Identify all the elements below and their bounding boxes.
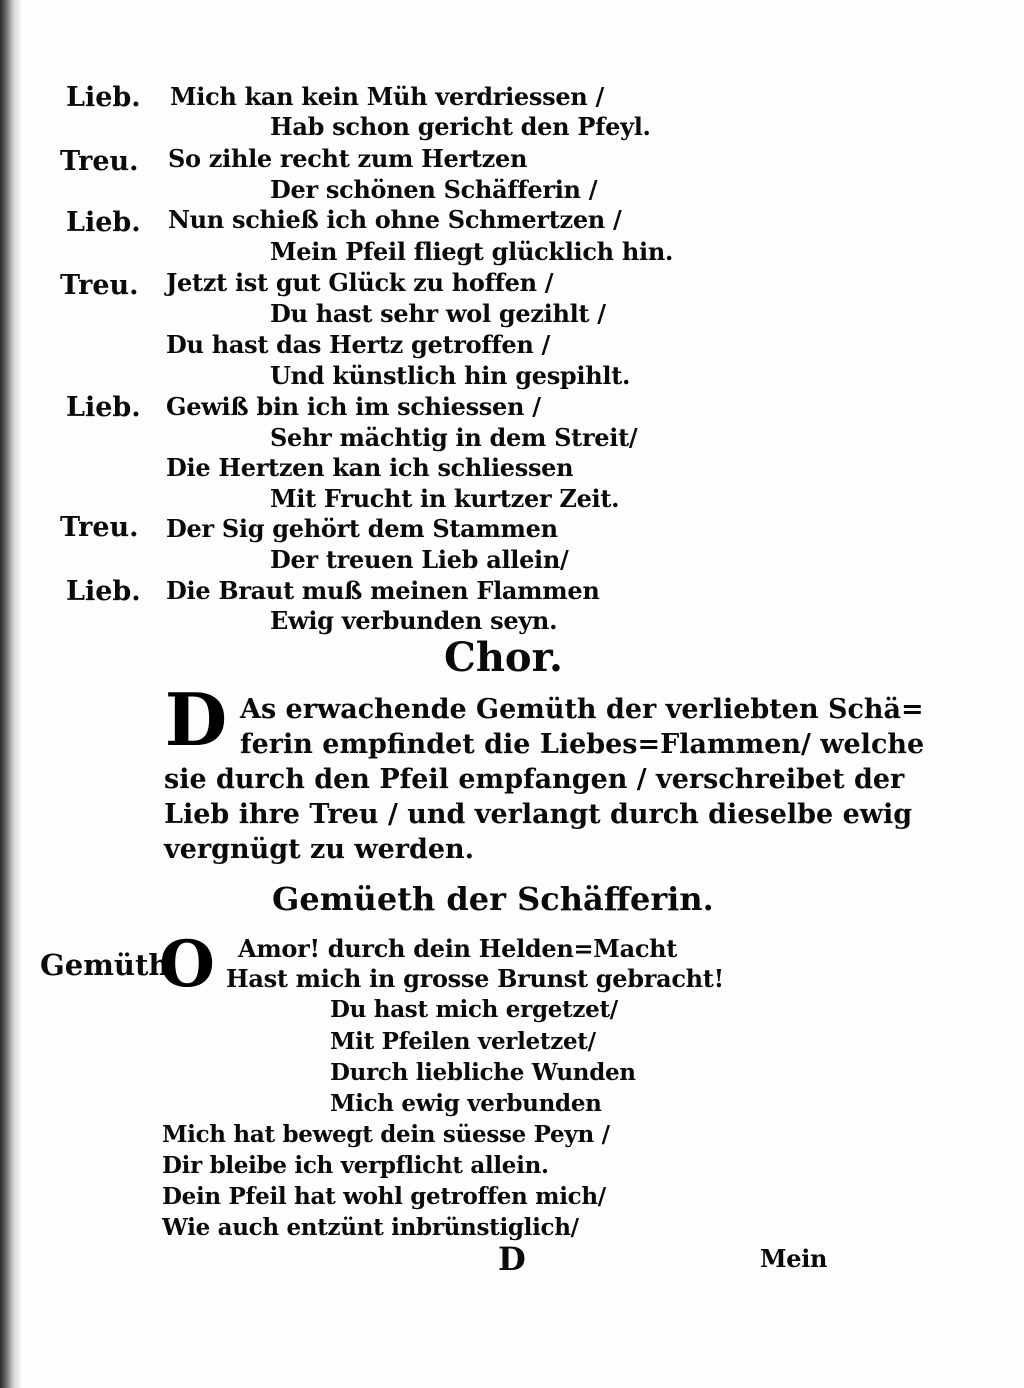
verse-line: Der Sig gehört dem Stammen (166, 514, 558, 543)
speaker-label: Lieb. (66, 392, 141, 423)
decorated-initial: O (159, 927, 215, 1002)
verse-line: Jetzt ist gut Glück zu hoffen / (166, 268, 554, 297)
verse-line: Mich ewig verbunden (330, 1090, 602, 1117)
verse-line: Mit Frucht in kurtzer Zeit. (270, 484, 620, 513)
verse-line: Dein Pfeil hat wohl getroffen mich/ (162, 1183, 606, 1210)
verse-line: Nun schieß ich ohne Schmertzen / (168, 205, 622, 234)
verse-line: Du hast sehr wol gezihlt / (270, 299, 606, 328)
verse-line: Und künstlich hin gespihlt. (270, 361, 631, 390)
verse-line: Sehr mächtig in dem Streit/ (270, 423, 638, 452)
speaker-label: Lieb. (66, 207, 141, 238)
prose-line: Lieb ihre Treu / und verlangt durch dieselbe ewig (164, 799, 913, 830)
catchword: Mein (760, 1244, 828, 1273)
gemueth-heading: Gemüeth der Schäfferin. (272, 880, 714, 918)
decorated-initial: D (164, 677, 228, 762)
speaker-label: Lieb. (66, 576, 141, 607)
verse-line: Mich kan kein Müh verdriessen / (170, 82, 604, 111)
verse-line: So zihle recht zum Hertzen (168, 144, 528, 173)
verse-line: Du hast mich ergetzet/ (330, 996, 618, 1023)
verse-line: Dir bleibe ich verpflicht allein. (162, 1152, 549, 1179)
verse-line: Mich hat bewegt dein süesse Peyn / (162, 1121, 610, 1148)
verse-line: Amor! durch dein Helden=Macht (238, 934, 678, 963)
speaker-label: Treu. (60, 146, 139, 177)
speaker-label: Lieb. (66, 82, 141, 113)
speaker-label: Treu. (60, 512, 139, 543)
prose-line: ferin empfindet die Liebes=Flammen/ welche (240, 729, 925, 760)
prose-line: As erwachende Gemüth der verliebten Schä= (240, 694, 924, 725)
verse-line: Du hast das Hertz getroffen / (166, 330, 551, 359)
chor-heading: Chor. (444, 634, 563, 681)
verse-line: Wie auch entzünt inbrünstiglich/ (162, 1214, 579, 1241)
verse-line: Hab schon gericht den Pfeyl. (270, 112, 651, 141)
signature-mark: D (498, 1240, 526, 1278)
verse-line: Hast mich in grosse Brunst gebracht! (226, 964, 724, 993)
verse-line: Ewig verbunden seyn. (270, 606, 558, 635)
verse-line: Die Braut muß meinen Flammen (166, 576, 600, 605)
verse-line: Die Hertzen kan ich schliessen (166, 453, 574, 482)
speaker-label: Gemüth (40, 948, 170, 982)
verse-line: Gewiß bin ich im schiessen / (166, 392, 541, 421)
page-edge-shadow (0, 0, 22, 1388)
verse-line: Der schönen Schäfferin / (270, 175, 598, 204)
verse-line: Mit Pfeilen verletzet/ (330, 1028, 596, 1055)
prose-line: sie durch den Pfeil empfangen / verschreibet der (164, 764, 905, 795)
verse-line: Der treuen Lieb allein/ (270, 545, 569, 574)
prose-line: vergnügt zu werden. (164, 834, 475, 865)
verse-line: Durch liebliche Wunden (330, 1059, 636, 1086)
verse-line: Mein Pfeil fliegt glücklich hin. (270, 237, 674, 266)
speaker-label: Treu. (60, 270, 139, 301)
